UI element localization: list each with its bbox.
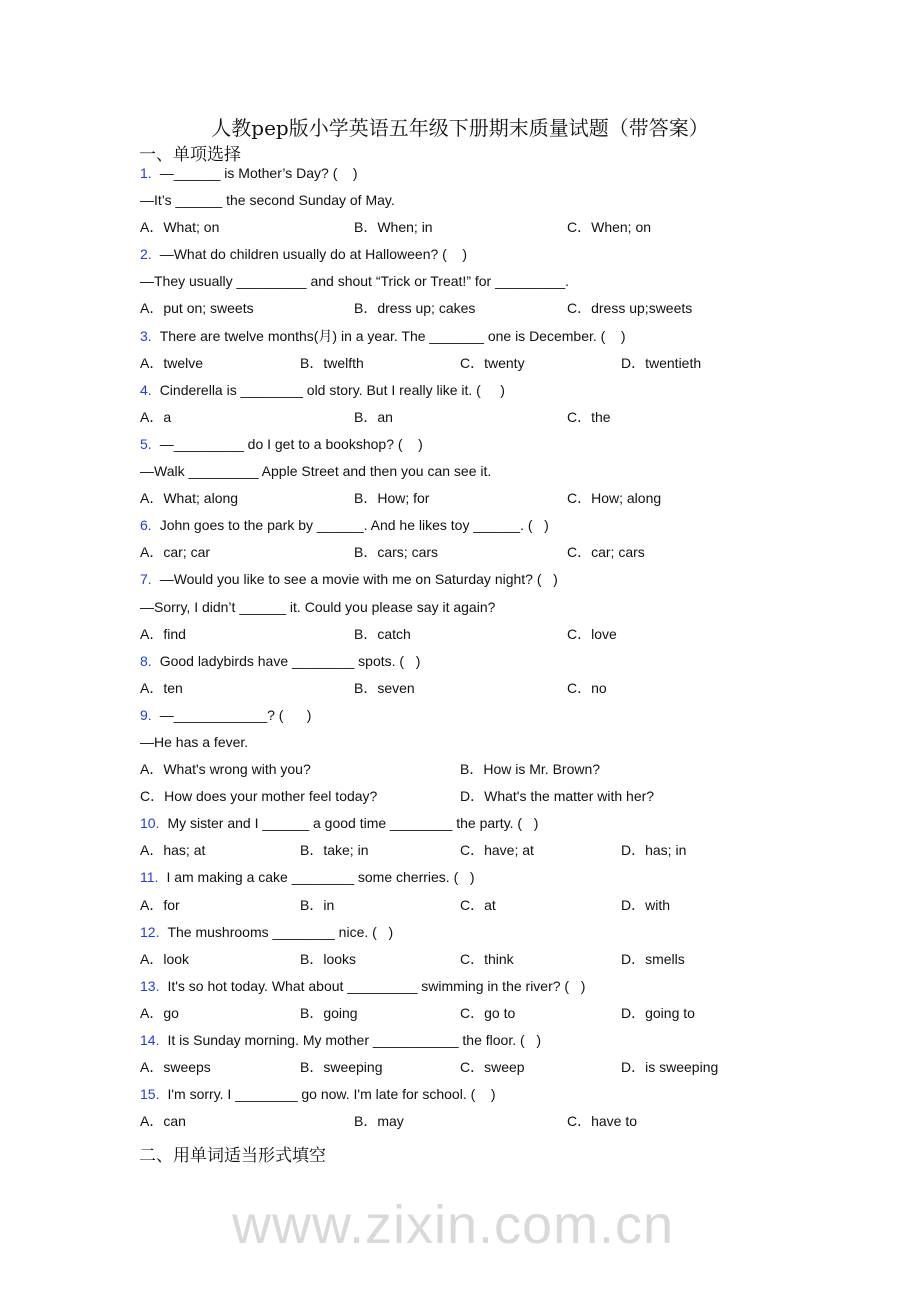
answer-option: A．put on; sweets (140, 300, 254, 317)
answer-option: B．twelfth (300, 354, 364, 371)
question-text: —It’s ______ the second Sunday of May. (140, 192, 395, 209)
answer-option: A．car; car (140, 544, 211, 561)
options-row (140, 946, 800, 973)
answer-option: A．sweeps (140, 1059, 211, 1076)
answer-option: B．sweeping (300, 1059, 383, 1076)
question-text: John goes to the park by ______. And he likes toy ______. ( ) (159, 517, 549, 534)
question-stem (140, 973, 800, 1000)
section-heading-1: 一、单项选择 (139, 145, 241, 165)
question-stem (140, 1027, 800, 1054)
question-number: 3. (140, 327, 152, 344)
question-text: —They usually _________ and shout “Trick or Treat!” for _________. (140, 273, 570, 290)
question-stem (140, 1081, 800, 1108)
answer-option: D．twentieth (621, 354, 702, 371)
question-text: I'm sorry. I ________ go now. I'm late for school. ( ) (167, 1086, 496, 1103)
answer-option: A．has; at (140, 842, 206, 859)
answer-option: C．go to (460, 1004, 516, 1021)
question-text: —______ is Mother’s Day? ( ) (159, 165, 358, 181)
answer-option: C．have; at (460, 842, 534, 859)
answer-option: C．car; cars (567, 544, 645, 561)
question-line (140, 729, 800, 756)
question-stem (140, 810, 800, 837)
options-row (140, 756, 800, 783)
question-text: It's so hot today. What about _________ swimming in the river? ( ) (167, 977, 586, 994)
options-row (140, 404, 800, 431)
answer-option: C．When; on (567, 219, 652, 236)
options-row (140, 892, 800, 919)
question-number: 15. (140, 1086, 160, 1103)
question-stem (140, 160, 800, 187)
question-text: —_________ do I get to a bookshop? ( ) (159, 435, 423, 452)
question-text: Cinderella is ________ old story. But I really like it. ( ) (159, 381, 505, 398)
answer-option: B．in (300, 896, 335, 913)
answer-option: A．go (140, 1004, 179, 1021)
question-number: 5. (140, 435, 152, 452)
question-text: It is Sunday morning. My mother ___________ the floor. ( ) (167, 1032, 542, 1048)
answer-option: D．smells (621, 950, 685, 967)
question-stem (140, 648, 800, 675)
answer-option: A．a (140, 408, 172, 425)
question-number: 11. (140, 869, 159, 886)
answer-option: A．can (140, 1113, 186, 1130)
answer-option: A．What; along (140, 490, 239, 507)
options-row (140, 837, 800, 864)
answer-option: C．dress up;sweets (567, 300, 693, 317)
question-number: 4. (140, 381, 152, 398)
answer-option: D．is sweeping (621, 1059, 719, 1076)
answer-option: C．love (567, 625, 617, 642)
question-text: —Walk _________ Apple Street and then you can see it. (140, 463, 492, 480)
answer-option: C．have to (567, 1113, 638, 1130)
answer-option: A．look (140, 950, 190, 967)
question-number: 1. (140, 165, 152, 181)
answer-option: C．at (460, 896, 496, 913)
question-stem (140, 323, 800, 350)
question-text: —Would you like to see a movie with me on Saturday night? ( ) (159, 571, 558, 588)
options-row (140, 214, 800, 241)
question-number: 6. (140, 517, 152, 534)
answer-option: C．no (567, 679, 607, 696)
question-number: 14. (140, 1032, 160, 1048)
question-number: 13. (140, 977, 160, 994)
answer-option: A．twelve (140, 354, 204, 371)
section-heading-2: 二、用单词适当形式填空 (139, 1146, 326, 1166)
question-stem (140, 377, 800, 404)
answer-option: B．seven (354, 679, 415, 696)
options-row (140, 621, 800, 648)
answer-option: C．think (460, 950, 514, 967)
question-text: The mushrooms ________ nice. ( ) (167, 923, 394, 940)
answer-option: B．catch (354, 625, 411, 642)
answer-option: B．How is Mr. Brown? (460, 761, 601, 778)
question-number: 7. (140, 571, 152, 588)
page-title: 人教pep版小学英语五年级下册期末质量试题（带答案） (211, 116, 709, 140)
question-number: 12. (140, 923, 160, 940)
answer-option: B．may (354, 1113, 404, 1130)
answer-option: D．has; in (621, 842, 687, 859)
question-stem (140, 919, 800, 946)
answer-option: D．What's the matter with her? (460, 788, 655, 805)
question-line (140, 594, 800, 621)
options-row (140, 485, 800, 512)
options-row (140, 675, 800, 702)
answer-option: C．sweep (460, 1059, 525, 1076)
options-row (140, 295, 800, 322)
question-stem (140, 566, 800, 593)
answer-option: B．going (300, 1004, 358, 1021)
answer-option: B．looks (300, 950, 357, 967)
question-number: 10. (140, 815, 160, 832)
answer-option: B．take; in (300, 842, 369, 859)
answer-option: B．How; for (354, 490, 430, 507)
answer-option: A．ten (140, 679, 183, 696)
question-stem (140, 702, 800, 729)
question-number: 2. (140, 246, 152, 263)
watermark: www.zixin.com.cn (232, 1195, 675, 1255)
question-text: —What do children usually do at Halloween? ( ) (159, 246, 468, 263)
question-number: 8. (140, 652, 152, 669)
question-line (140, 268, 800, 295)
options-row (140, 539, 800, 566)
question-stem (140, 864, 800, 891)
options-row (140, 1000, 800, 1027)
answer-option: B．dress up; cakes (354, 300, 476, 317)
question-text: There are twelve months(月) in a year. The _______ one is December. ( ) (159, 327, 626, 344)
answer-option: A．for (140, 896, 180, 913)
question-stem (140, 241, 800, 268)
answer-option: A．find (140, 625, 186, 642)
question-text: —Sorry, I didn’t ______ it. Could you please say it again? (140, 598, 496, 615)
answer-option: A．What's wrong with you? (140, 761, 311, 778)
question-text: My sister and I ______ a good time ________ the party. ( ) (167, 815, 539, 832)
answer-option: B．When; in (354, 219, 433, 236)
question-number: 9. (140, 706, 152, 723)
question-text: —____________? ( ) (159, 706, 312, 723)
answer-option: C．twenty (460, 354, 525, 371)
options-row (140, 1108, 800, 1135)
options-row (140, 783, 800, 810)
answer-option: B．cars; cars (354, 544, 439, 561)
answer-option: B．an (354, 408, 393, 425)
question-text: I am making a cake ________ some cherries. ( ) (166, 869, 475, 886)
answer-option: C．How; along (567, 490, 662, 507)
answer-option: A．What; on (140, 219, 220, 236)
answer-option: C．the (567, 408, 611, 425)
question-stem (140, 431, 800, 458)
question-list (140, 160, 800, 1135)
answer-option: D．with (621, 896, 671, 913)
options-row (140, 1054, 800, 1081)
answer-option: C．How does your mother feel today? (140, 788, 378, 805)
question-stem (140, 512, 800, 539)
options-row (140, 350, 800, 377)
question-text: —He has a fever. (140, 733, 249, 750)
answer-option: D．going to (621, 1004, 695, 1021)
question-text: Good ladybirds have ________ spots. ( ) (159, 652, 421, 669)
question-line (140, 187, 800, 214)
question-line (140, 458, 800, 485)
